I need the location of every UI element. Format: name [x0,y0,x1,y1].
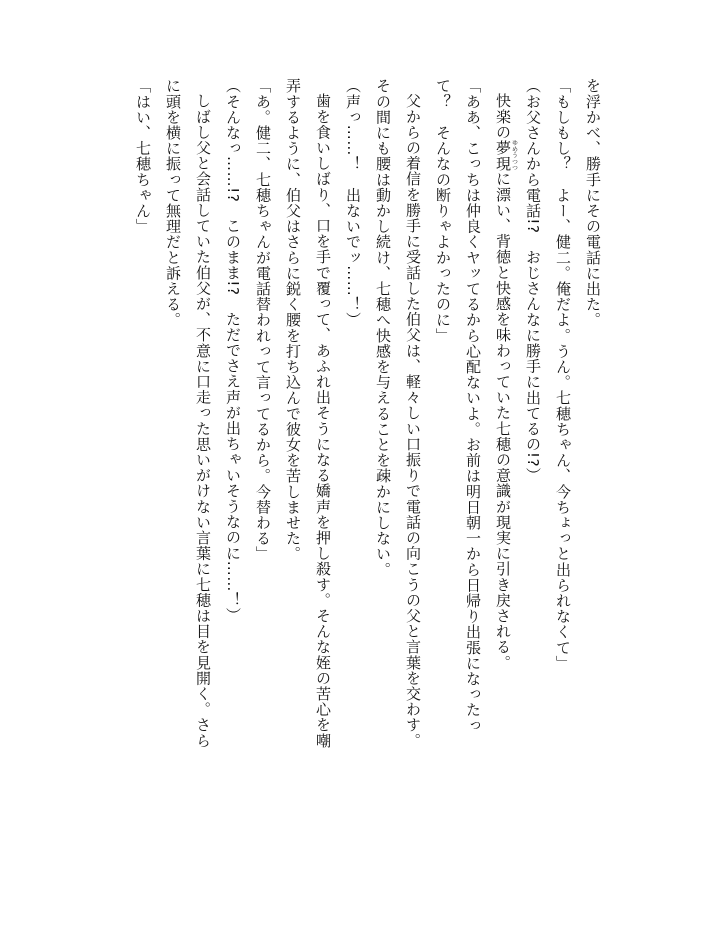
text-line [188,78,218,868]
text-line [518,78,548,868]
ruby-word [494,139,518,172]
text-segment: に頭を横に振って無理だと訴える。 [164,78,182,328]
text-line [128,78,158,868]
text-line [428,78,458,868]
text-segment: 父からの着信を勝手に受話した伯父は、軽々しい口振りで電話の向こうの父と言葉を交わす。 [404,93,422,749]
text-segment: を浮かべ、勝手にその電話に出た。 [584,78,602,328]
text-segment: （お父さんから電話!? おじさんなに勝手に出てるの!?） [524,78,542,483]
text-line [488,78,518,868]
text-line [308,78,338,868]
text-line [578,78,608,868]
vertical-text-body [128,78,608,868]
text-line [548,78,578,868]
text-segment: （声っ……！ 出ないでッ……！） [344,78,362,328]
text-segment: て？ そんなの断りゃよかったのに」 [434,78,452,344]
text-segment: に漂い、背徳と快感を味わっていた七穂の意識が現実に引き戻される。 [494,171,512,671]
text-segment: 「ああ、こっちは仲良くヤッてるから心配ないよ。お前は明日朝一から日帰り出張になったっ [464,78,482,734]
text-segment: 「はい、七穂ちゃん」 [134,78,152,234]
text-segment: 弄するように、伯父はさらに鋭く腰を打ち込んで彼女を苦しませた。 [284,78,302,562]
text-line [338,78,368,868]
text-line [368,78,398,868]
text-segment: （そんなっ……!? このまま!? ただでさえ声が出ちゃいそうなのに……！） [224,78,242,624]
ruby-base: 夢現 [494,139,512,172]
text-line [458,78,488,868]
text-segment: しばし父と会話していた伯父が、不意に口走った思いがけない言葉に七穂は目を見開く。さら [194,93,212,749]
text-line [248,78,278,868]
text-segment: その間にも腰は動かし続け、七穂へ快感を与えることを疎かにしない。 [374,78,392,578]
text-segment: 歯を食いしばり、口を手で覆って、あふれ出そうになる嬌声を押し殺す。そんな姪の苦心を嘲 [314,93,332,749]
text-segment: 「あ。健二、七穂ちゃんが電話替われって言ってるから。今替わる」 [254,78,272,562]
text-segment: 「もしもし？ よー、健二。俺だよ。うん。七穂ちゃん、今ちょっと出られなくて」 [554,78,572,671]
text-segment: 快楽の [494,93,512,140]
text-line [218,78,248,868]
text-line [158,78,188,868]
ruby-reading: ゆめうつつ [510,139,518,171]
text-line [278,78,308,868]
text-line [398,78,428,868]
